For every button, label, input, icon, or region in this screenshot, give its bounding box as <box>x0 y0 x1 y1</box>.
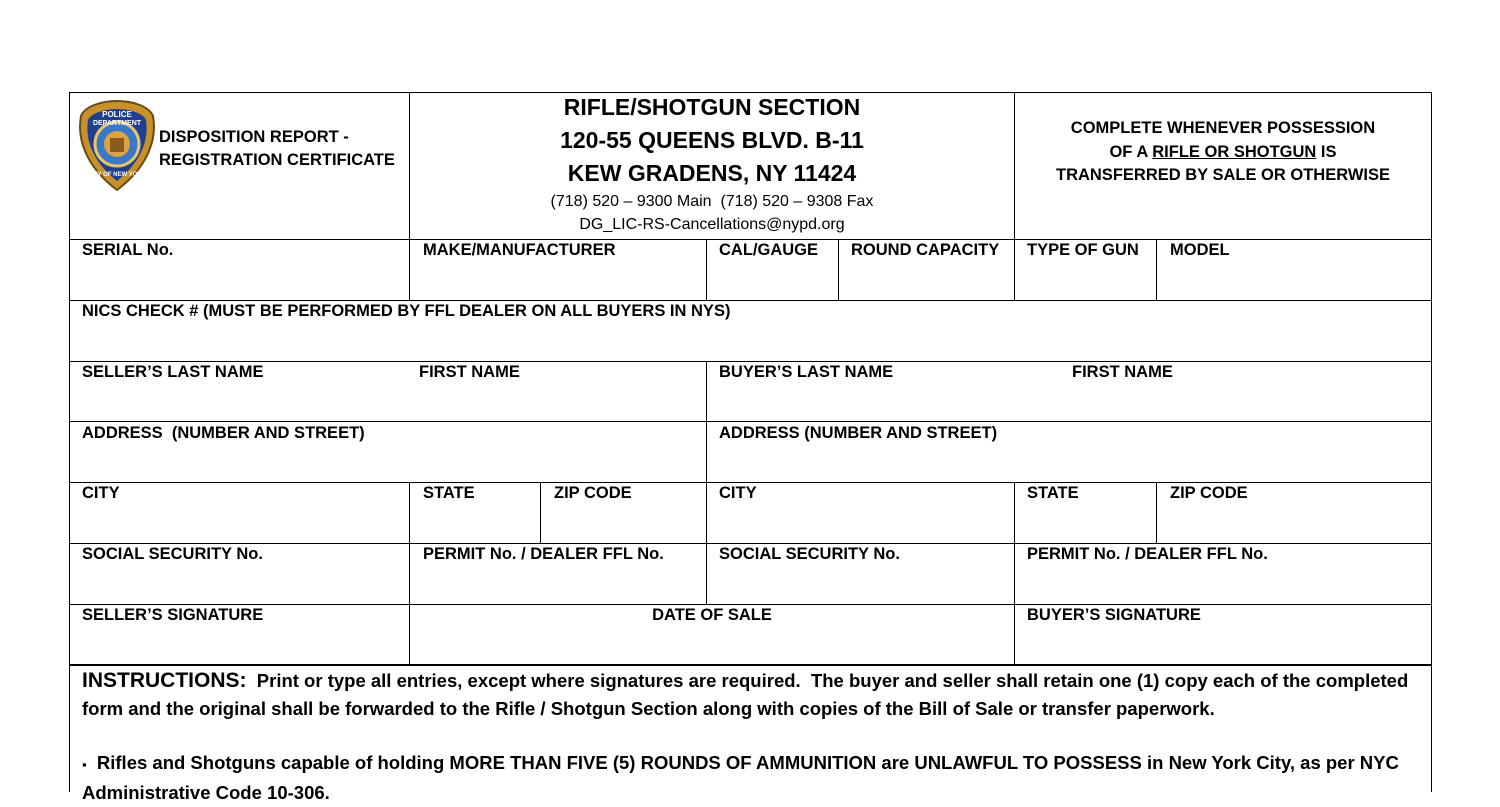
address-line1: 120-55 QUEENS BLVD. B-11 <box>560 127 864 153</box>
row-line <box>69 482 1432 483</box>
buyer-first-name-field[interactable]: FIRST NAME <box>1072 363 1173 381</box>
col-line <box>706 482 707 543</box>
instructions-text: Print or type all entries, except where signatures are required. The buyer and seller shall retain one (1) copy each of the completed form and the original shall be forwarded to the Rifle / Shotgun Section along with copies of the Bill of Sale or transfer paperwork. <box>82 670 1414 719</box>
form-border-left <box>69 92 70 792</box>
row-line <box>69 421 1432 422</box>
form-border-right <box>1431 92 1432 792</box>
row-line <box>69 300 1432 301</box>
col-line <box>838 239 839 300</box>
bullet-icon: ▪ <box>82 757 87 772</box>
col-line <box>1156 239 1157 300</box>
buyer-permit-field[interactable]: PERMIT No. / DEALER FFL No. <box>1027 545 1268 563</box>
bullet-text: Rifles and Shotguns capable of holding MORE THAN FIVE (5) ROUNDS OF AMMUNITION are UNLAWFUL TO POSSESS in New York City, as per NYC Administrative Code 10-306. <box>82 752 1404 803</box>
disposition-form <box>69 92 1432 803</box>
make-manufacturer-field[interactable]: MAKE/MANUFACTURER <box>423 241 616 259</box>
note-line1: COMPLETE WHENEVER POSSESSION <box>1070 119 1376 137</box>
row-line <box>69 361 1432 362</box>
model-field[interactable]: MODEL <box>1170 241 1230 259</box>
row-line <box>69 604 1432 605</box>
col-line <box>706 361 707 482</box>
buyer-ssn-field[interactable]: SOCIAL SECURITY No. <box>719 545 900 563</box>
row-line <box>69 543 1432 544</box>
buyer-city-field[interactable]: CITY <box>719 484 757 502</box>
seller-city-field[interactable]: CITY <box>82 484 120 502</box>
seller-address-field[interactable]: ADDRESS (NUMBER AND STREET) <box>82 424 365 442</box>
buyer-last-name-field[interactable]: BUYER’S LAST NAME <box>719 363 894 381</box>
buyer-zip-field[interactable]: ZIP CODE <box>1170 484 1248 502</box>
nypd-badge-logo <box>77 98 157 193</box>
instructions-bullet <box>82 749 1422 807</box>
seller-signature-field[interactable]: SELLER’S SIGNATURE <box>82 606 264 624</box>
phone-line: (718) 520 – 9300 Main (718) 520 – 9308 Fax <box>550 193 874 210</box>
svg-text:CITY OF NEW YORK: CITY OF NEW YORK <box>87 172 147 178</box>
buyer-address-field[interactable]: ADDRESS (NUMBER AND STREET) <box>719 424 998 442</box>
seller-first-name-field[interactable]: FIRST NAME <box>419 363 520 381</box>
seller-zip-field[interactable]: ZIP CODE <box>554 484 632 502</box>
col-line <box>1014 482 1015 543</box>
col-line <box>706 239 707 300</box>
col-line <box>706 543 707 604</box>
seller-last-name-field[interactable]: SELLER’S LAST NAME <box>82 363 264 381</box>
seller-ssn-field[interactable]: SOCIAL SECURITY No. <box>82 545 263 563</box>
form-title-line1: DISPOSITION REPORT - <box>159 128 349 146</box>
completion-note <box>1015 92 1431 239</box>
row-line <box>69 664 1432 666</box>
row-line <box>69 239 1432 240</box>
col-line <box>1014 239 1015 300</box>
email-address: DG_LIC-RS-Cancellations@nypd.org <box>579 216 845 233</box>
caliber-gauge-field[interactable]: CAL/GAUGE <box>719 241 818 259</box>
section-header <box>410 92 1014 239</box>
col-line <box>409 239 410 300</box>
buyer-state-field[interactable]: STATE <box>1027 484 1079 502</box>
round-capacity-field[interactable]: ROUND CAPACITY <box>851 241 1000 259</box>
seller-state-field[interactable]: STATE <box>423 484 475 502</box>
buyer-signature-field[interactable]: BUYER’S SIGNATURE <box>1027 606 1201 624</box>
address-line2: KEW GRADENS, NY 11424 <box>567 160 857 186</box>
svg-text:POLICE: POLICE <box>102 110 132 119</box>
col-line <box>540 482 541 543</box>
col-line <box>409 482 410 543</box>
section-title: RIFLE/SHOTGUN SECTION <box>563 94 861 120</box>
seller-permit-field[interactable]: PERMIT No. / DEALER FFL No. <box>423 545 664 563</box>
nics-check-field[interactable]: NICS CHECK # (MUST BE PERFORMED BY FFL DEALER ON ALL BUYERS IN NYS) <box>82 302 731 320</box>
col-line <box>1156 482 1157 543</box>
col-line <box>409 543 410 604</box>
note-line3: TRANSFERRED BY SALE OR OTHERWISE <box>1055 166 1390 184</box>
form-title <box>159 126 395 172</box>
serial-number-field[interactable]: SERIAL No. <box>82 241 174 259</box>
form-title-line2: REGISTRATION CERTIFICATE <box>159 151 395 169</box>
col-line <box>1014 543 1015 604</box>
type-of-gun-field[interactable]: TYPE OF GUN <box>1027 241 1139 259</box>
note-line2: OF A RIFLE OR SHOTGUN IS <box>1109 143 1337 161</box>
instructions-heading: INSTRUCTIONS: <box>82 669 247 692</box>
col-line <box>1014 604 1015 665</box>
svg-text:DEPARTMENT: DEPARTMENT <box>92 120 142 127</box>
date-of-sale-field[interactable]: DATE OF SALE <box>652 606 772 624</box>
instructions-block <box>82 667 1422 723</box>
